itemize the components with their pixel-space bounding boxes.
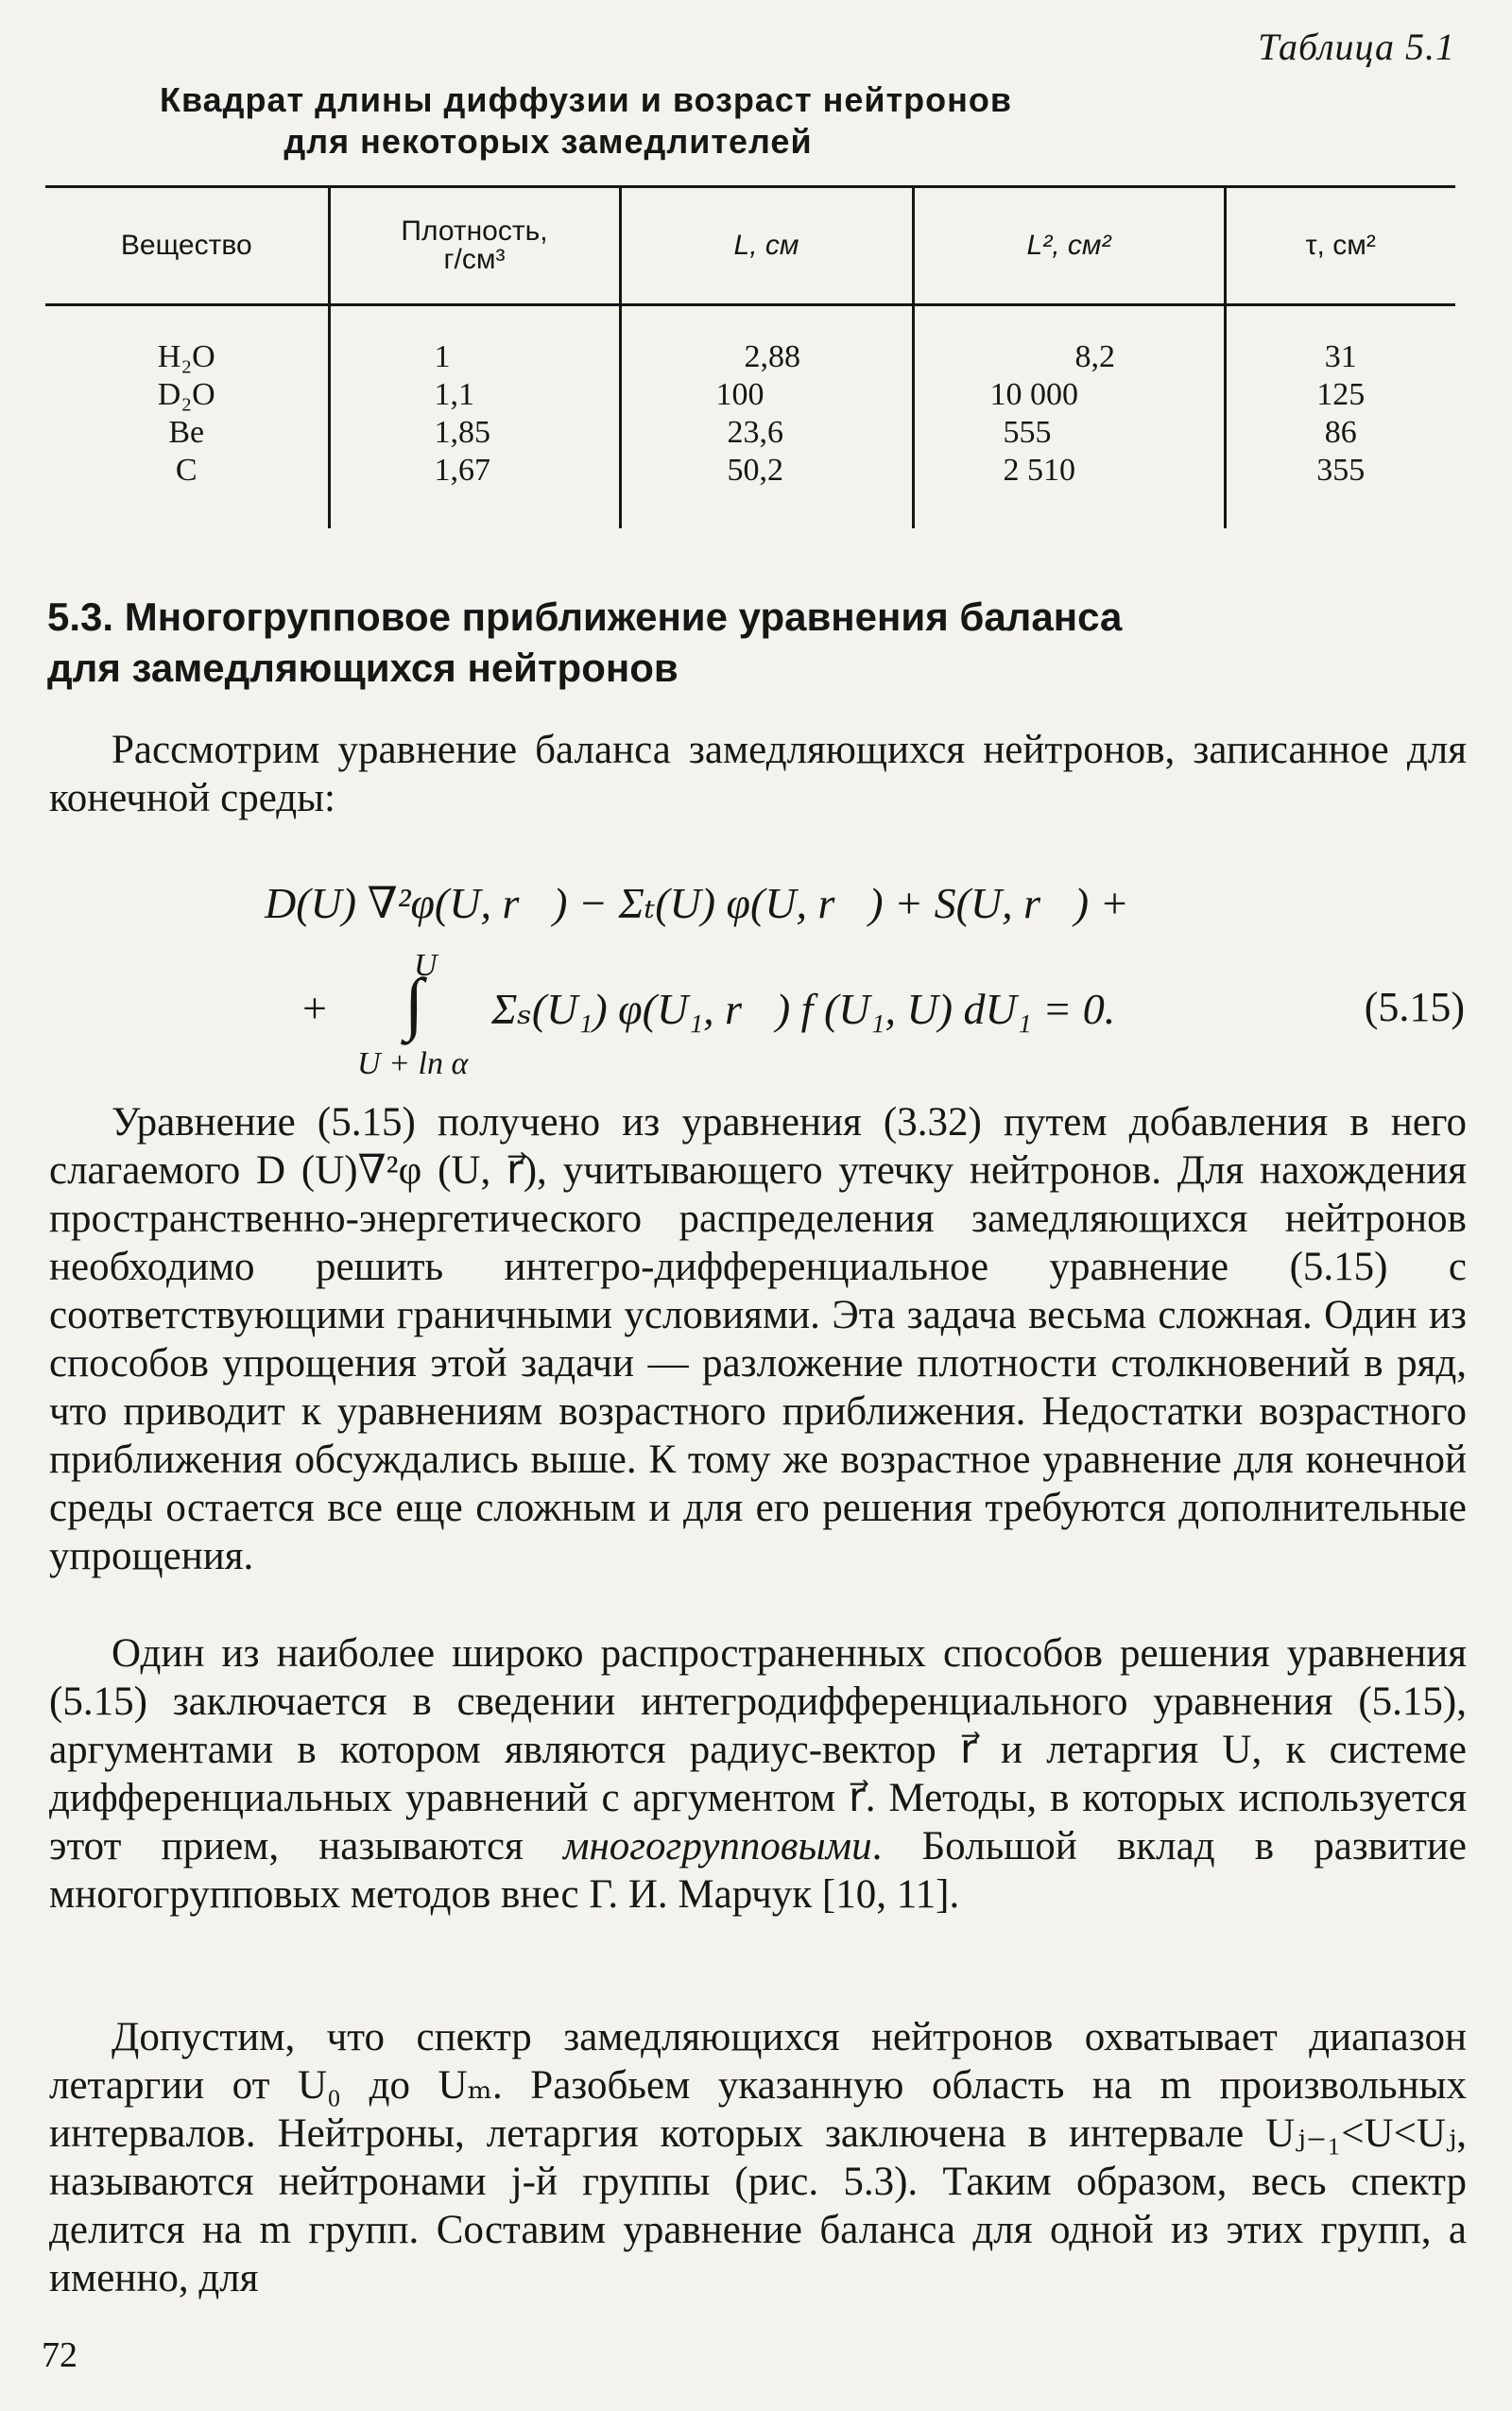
header-L2: L², см² [913, 187, 1225, 305]
table-header-row [45, 187, 1455, 305]
cell-substance: H₂O [157, 339, 215, 374]
table-label: Таблица 5.1 [1258, 26, 1455, 68]
cell-tau: 125 [1316, 377, 1366, 412]
equation-line2: Σₛ(U₁) φ(U₁, r⃗) f (U₁, U) dU₁ = 0. [491, 985, 1116, 1033]
equation-line1: D(U) ∇²φ(U, r⃗) − Σₜ(U) φ(U, r⃗) + S(U, r⃗) + [265, 879, 1129, 927]
column-substance [45, 305, 329, 529]
integral-limits [357, 947, 508, 1083]
page-number: 72 [42, 2335, 77, 2375]
cell-L: 23,6 [727, 415, 783, 450]
equation-number: (5.15) [1364, 984, 1465, 1030]
cell-L2: 2 510 [1003, 453, 1075, 488]
table-caption [57, 79, 1455, 163]
section-heading-line1: 5.3. Многогрупповое приближение уравнения баланса [47, 594, 1123, 639]
header-L: L, см [620, 187, 913, 305]
header-tau: τ, см² [1225, 187, 1455, 305]
integral-sign: ∫ [404, 965, 424, 1042]
cell-density: 1,1 [434, 377, 474, 412]
cell-substance: Be [168, 415, 205, 450]
paragraph-derivation: Уравнение (5.15) получено из уравнения (3.32) путем добавления в него слагаемого D (U)∇²φ (U, r⃗), учитывающего утечку нейтронов. Для нахождения пространственно-энергетического распределения замедляющихся нейтронов необходимо решить интегро-дифференциальное уравнение (5.15) с соответствующими граничными условиями. Эта задача весьма сложная. Один из способов упрощения этой задачи — разложение плотности столкновений в ряд, что приводит к уравнениям возрастного приближения. Недостатки возрастного приближения обсуждались выше. К тому же возрастное уравнение для конечной среды остается все еще сложным и для его решения требуются дополнительные упрощения. [49, 1100, 1467, 1578]
cell-substance: C [175, 453, 198, 488]
cell-density: 1 [434, 339, 451, 374]
section-heading-line2: для замедляющихся нейтронов [47, 646, 679, 690]
section-heading [47, 592, 1370, 694]
column-tau [1225, 305, 1455, 529]
cell-density: 1,67 [434, 453, 490, 488]
column-density [329, 305, 620, 529]
paragraph-intro: Рассмотрим уравнение баланса замедляющихся нейтронов, записанное для конечной среды: [49, 728, 1467, 820]
paragraph-groups: Допустим, что спектр замедляющихся нейтронов охватывает диапазон летаргии от U₀ до Uₘ. Разобьем указанную область на m произвольных интервалов. Нейтроны, летаргия которых заключена в интервале Uⱼ₋₁<U<Uⱼ, называются нейтронами j-й группы (рис. 5.3). Таким образом, весь спектр делится на m групп. Составим уравнение баланса для одной из этих групп, а именно, для [49, 2015, 1467, 2300]
cell-tau: 31 [1324, 339, 1357, 374]
term-multigroup: многогрупповыми [563, 1824, 872, 1869]
header-density-line1: Плотность, [401, 215, 548, 247]
table-body [45, 305, 1455, 529]
header-density-line2: г/см³ [443, 244, 506, 275]
paragraph-multigroup-text-a: Один из наиболее широко распространенных способов решения уравнения (5.15) заключается в сведении интегродифференциального уравнения (5.15), аргументами в котором являются радиус-вектор r⃗ и летаргия U, к системе дифференциальных уравнений с аргументом r⃗. Методы, в которых используется этот прием, называются [49, 1631, 1467, 1869]
column-L2 [913, 305, 1225, 529]
moderator-table [45, 185, 1455, 528]
paragraph-multigroup-text-b: . Большой вклад в развитие многогрупповых методов внес Г. И. Марчук [10, 11]. [49, 1824, 1467, 1917]
cell-L: 100 [715, 377, 765, 412]
cell-density: 1,85 [434, 415, 490, 450]
cell-tau: 86 [1324, 415, 1357, 450]
cell-substance: D₂O [157, 377, 215, 412]
table-caption-line1: Квадрат длины диффузии и возраст нейтронов [160, 80, 1012, 119]
cell-L: 50,2 [727, 453, 783, 488]
equation-plus: + [302, 984, 327, 1032]
cell-L: 2,88 [744, 339, 800, 374]
header-substance: Вещество [45, 187, 329, 305]
cell-L2: 10 000 [989, 377, 1078, 412]
integral-lower-limit: U + ln α [357, 1046, 469, 1081]
table-caption-line2: для некоторых замедлителей [284, 122, 813, 161]
paragraph-multigroup [49, 1629, 1467, 1919]
column-L [620, 305, 913, 529]
cell-L2: 555 [1003, 415, 1052, 450]
integral-upper-limit: U [414, 948, 438, 983]
header-density [329, 187, 620, 305]
cell-tau: 355 [1316, 453, 1366, 488]
cell-L2: 8,2 [1074, 339, 1115, 374]
